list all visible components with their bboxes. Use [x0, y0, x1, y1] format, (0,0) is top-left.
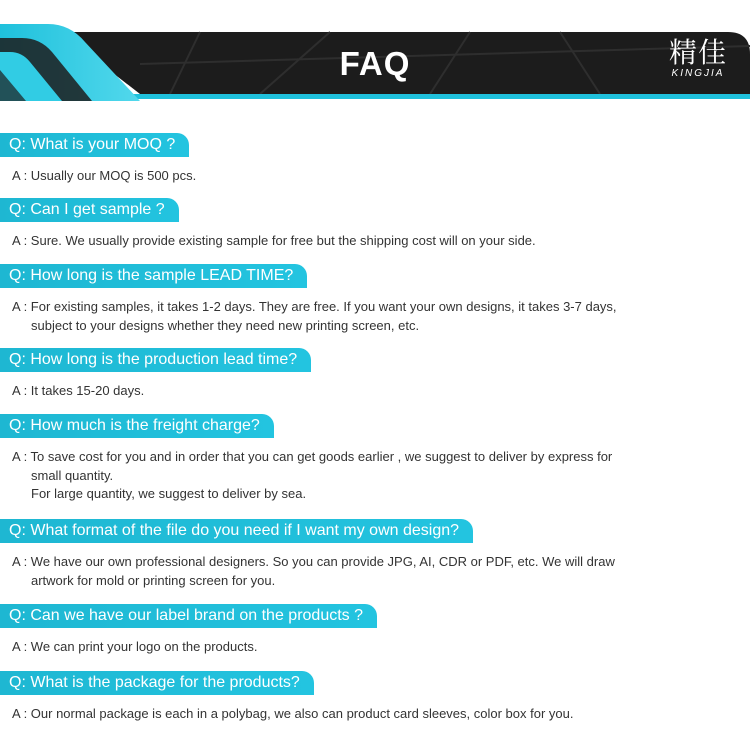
answer-line: A : We have our own professional designers. So you can provide JPG, AI, CDR or PDF, etc. We will draw [12, 554, 615, 569]
faq-answer [12, 705, 702, 724]
page-title: FAQ [339, 45, 411, 82]
brand-logo-english: KINGJIA [671, 68, 725, 79]
faq-question: Q: How much is the freight charge? [0, 414, 274, 438]
faq-answer [12, 382, 702, 401]
faq-question: Q: How long is the production lead time? [0, 348, 311, 372]
brand-logo [668, 38, 728, 80]
faq-answer [12, 448, 702, 504]
faq-question: Q: Can I get sample ? [0, 198, 179, 222]
answer-line: A : To save cost for you and in order that you can get goods earlier , we suggest to deliver by express for [12, 449, 613, 464]
answer-line: A : For existing samples, it takes 1-2 days. They are free. If you want your own designs, it takes 3-7 days, [12, 299, 617, 314]
answer-line: A : Sure. We usually provide existing sample for free but the shipping cost will on your side. [12, 233, 536, 248]
answer-line: artwork for mold or printing screen for you. [31, 572, 276, 588]
faq-question: Q: What is your MOQ ? [0, 133, 189, 157]
answer-line: A : It takes 15-20 days. [12, 383, 145, 398]
answer-line: small quantity. [31, 467, 114, 483]
answer-line: A : Our normal package is each in a polybag, we also can product card sleeves, color box for you. [12, 706, 574, 721]
faq-answer [12, 232, 702, 251]
faq-answer [12, 298, 702, 335]
faq-question: Q: Can we have our label brand on the products ? [0, 604, 377, 628]
answer-line: A : We can print your logo on the products. [12, 639, 258, 654]
faq-question: Q: What is the package for the products? [0, 671, 314, 695]
faq-answer [12, 553, 702, 590]
faq-answer [12, 167, 702, 186]
faq-question: Q: What format of the file do you need if I want my own design? [0, 519, 473, 543]
brand-logo-chinese: 精佳 [668, 36, 727, 69]
answer-line: For large quantity, we suggest to deliver by sea. [31, 486, 307, 501]
faq-question: Q: How long is the sample LEAD TIME? [0, 264, 307, 288]
faq-answer [12, 638, 702, 657]
answer-line: subject to your designs whether they need new printing screen, etc. [31, 317, 420, 333]
answer-line: A : Usually our MOQ is 500 pcs. [12, 168, 197, 183]
